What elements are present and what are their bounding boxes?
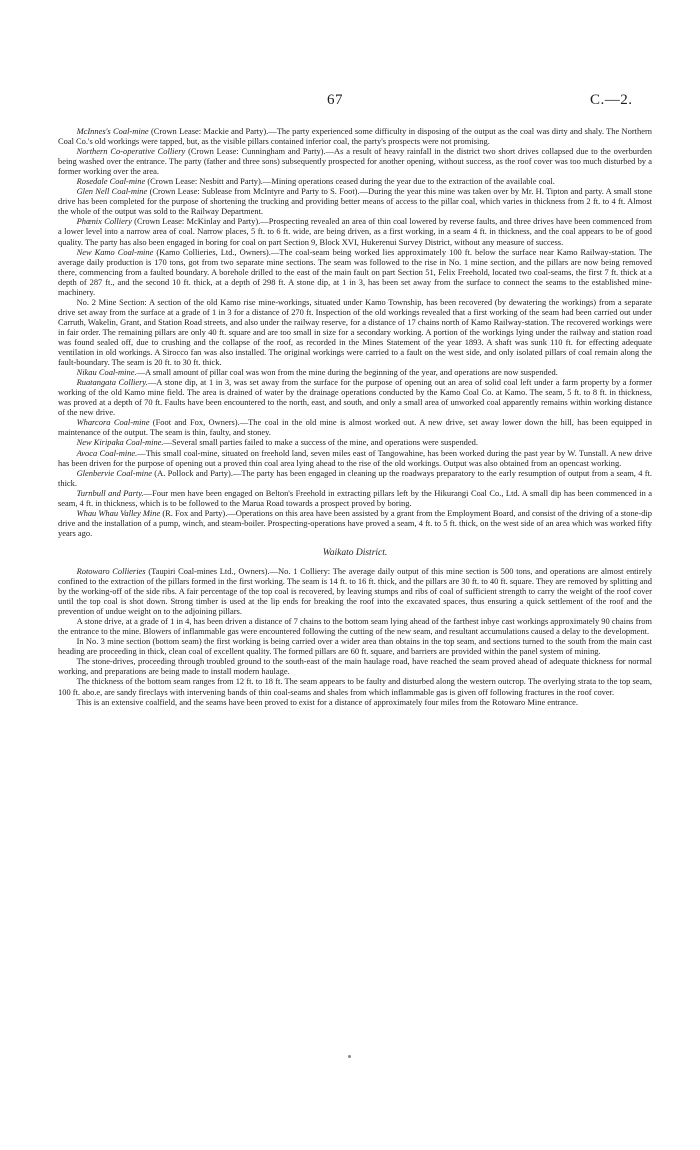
paragraph-text: (Taupiri Coal-mines Ltd., Owners).—No. 1 Colliery: The average daily output of this mine section is 500 tons, and operations are almost entirely confined to the extraction of the pillars formed in the first working. The seam is 14 ft. to 16 ft. thick, and the pillars are 30 ft. to 40 ft. square. They are removed by splitting and by the working-off of the side ribs. A fair percentage of the top coal is recovered, by leaving stumps and ribs of coal of sufficient strength to carry the weight of the roof cover until the top coal is shot down. Strong timber is used at the lip ends for breaking the roof into the excavated spaces, thus ensuring a quick settlement of the roof and the prevention of undue weight on to the adjoining pillars.	[58, 565, 652, 617]
northern-district-section	[58, 126, 652, 538]
paragraph	[58, 417, 652, 437]
paragraph-lead: Rotowaro Collieries	[76, 565, 146, 576]
paragraph-lead: New Kiripaka Coal-mine.	[76, 437, 164, 448]
paragraph-lead: Avoca Coal-mine.	[76, 447, 138, 458]
paragraph-lead: New Kamo Coal-mine	[76, 246, 154, 257]
paragraph-text: (Foot and Fox, Owners).—The coal in the old mine is almost worked out. A new drive, set away lower down the hill, has been equipped in maintenance of the output. The seam is thin, faulty, and stoney.	[58, 417, 652, 438]
paragraph-text: (A. Pollock and Party).—The party has been engaged in cleaning up the roadways preparatory to the early resumption of output from a seam, 4 ft. thick.	[58, 467, 652, 488]
paragraph	[58, 508, 652, 538]
paragraph	[58, 216, 652, 246]
paragraph	[58, 566, 652, 616]
paragraph-text: This is an extensive coalfield, and the seams have been proved to exist for a distance of approximately four miles from the Rotowaro Mine entrance.	[76, 696, 578, 707]
paragraph-text: No. 2 Mine Section: A section of the old Kamo rise mine-workings, situated under Kamo Township, has been recovered (by dewatering the workings) from a separate drive set away from the surface at a grade of 1 in 3 for a distance of 270 ft. Inspection of the old workings revealed that a first working of the seam had been carried out under Carruth, Wakelin, Grant, and Station Road streets, and also under the railway reserve, for a distance of 17 chains north of Kamo Railway-station. The recovered workings were in fair order. The remaining pillars are only 40 ft. square and are too small in size for a secondary working. A portion of the workings lying under the railway and station road was found sealed off, due to crushing and the collapse of the roof, as recorded in the Mines Statement of the year 1893. A shaft was sunk 110 ft. for effecting adequate ventilation in old workings. A Sirocco fan was also installed. The original workings were carried to a fault on the west side, and only isolated pillars of coal remain along the fault-boundary. The seam is 20 ft. to 30 ft. thick.	[58, 296, 652, 368]
paragraph-text: —Several small parties failed to make a success of the mine, and operations were suspended.	[163, 437, 478, 448]
paragraph	[58, 367, 652, 377]
page-header	[0, 92, 700, 112]
paragraph-lead: Whau Whau Valley Mine	[76, 507, 161, 518]
waikato-district-section	[58, 566, 652, 707]
paragraph-text: —Four men have been engaged on Belton's Freehold in extracting pillars left by the Hikurangi Coal Co., Ltd. A small dip has been commenced in a seam, 4 ft. in thickness, which is to be followed to the Marua Road towards a prospect proved by boring.	[58, 487, 653, 508]
paragraph	[58, 636, 652, 656]
paragraph	[58, 247, 652, 297]
paragraph-text: The thickness of the bottom seam ranges from 12 ft. to 18 ft. The seam appears to be faulty and disturbed along the western outcrop. The overlying strata to the top seam, 100 ft. abo.e, are sandy fireclays with intervening bands of thin coal-seams and shales from which inflammable gas is given off following fractures in the roof cover.	[58, 676, 652, 697]
paragraph-text: —A small amount of pillar coal was won from the mine during the beginning of the year, and operations are now suspended.	[136, 367, 558, 378]
paragraph	[58, 656, 652, 676]
paragraph	[58, 697, 652, 707]
footer-dot	[348, 1055, 351, 1058]
paragraph	[58, 176, 652, 186]
paragraph-lead: Turnbull and Party.	[76, 487, 144, 498]
paragraph-lead: Nikau Coal-mine.	[76, 367, 137, 378]
paragraph	[58, 437, 652, 447]
paragraph	[58, 377, 652, 417]
page-number: 67	[327, 92, 343, 108]
paragraph-text: (Crown Lease: Sublease from McIntyre and Party to S. Foot).—During the year this mine was taken over by Mr. H. Tipton and party. A small stone drive has been completed for the purpose of shortening the trucking and providing better means of access to the pillar coal, which varies in thickness from 2 ft. to 4 ft. Almost the whole of the output was sold to the Railway Department.	[58, 186, 652, 217]
paragraph-lead: Rosedale Coal-mine	[76, 176, 146, 187]
document-body	[58, 126, 652, 707]
paragraph-text: (Crown Lease: McKinlay and Party).—Prospecting revealed an area of thin coal lowered by reverse faults, and three drives have been commenced from a lower level into a narrow area of coal. Narrow places, 5 ft. to 6 ft. wide, are being driven, as a first working, in a seam 4 ft. in thickness, and the coal appears to be of good quality. The party has also been engaged in boring for coal on part Section 9, Block XVI, Hukerenui Survey District, without any measure of success.	[58, 216, 652, 247]
document-reference: C.—2.	[590, 92, 633, 108]
section-heading-waikato: Waikato District.	[322, 547, 388, 558]
paragraph-lead: Northern Co-operative Colliery	[76, 146, 186, 157]
paragraph-text: (Crown Lease: Mackie and Party).—The party experienced some difficulty in disposing of the output as the coal was dirty and shaly. The Northern Coal Co.'s old workings were tapped, but, as the visible pillars contained inferior coal, the party's prospects were not promising.	[58, 126, 652, 147]
paragraph	[58, 126, 652, 146]
paragraph	[58, 448, 652, 468]
paragraph-text: (Kamo Collieries, Ltd., Owners).—The coal-seam being worked lies approximately 100 ft. below the surface near Kamo Railway-station. The average daily production is 170 tons, got from two separate mine sections. The seam was followed to the rise in No. 1 mine section, and the pillars are now being removed there, commencing from a faulted boundary. A borehole drilled to the east of the main fault on part Section 51, Felix Freehold, located two coal-seams, the first 7 ft. thick at a depth of 287 ft., and the second 10 ft. thick, at a depth of 298 ft. A stone dip, at 1 in 3, has been set away from the surface to connect the seams to the established mine-machinery.	[58, 246, 653, 297]
paragraph-text: —This small coal-mine, situated on freehold land, seven miles east of Tangowahine, has been worked during the past year by W. Tunstall. A new drive has been driven for the purpose of opening out a proved thin coal area lying ahead to the rise of the old workings. Output was also obtained from an opencast working.	[58, 447, 652, 468]
paragraph	[58, 146, 652, 176]
paragraph-text: (Crown Lease: Cunningham and Party).—As a result of heavy rainfall in the district two short drives collapsed due to the overburden being washed over the entrance. The party (father and three sons) subsequently prospected for another opening, without success, as the roof cover was too much disturbed by a former working over the area.	[58, 146, 652, 177]
paragraph-text: (Crown Lease: Nesbitt and Party).—Mining operations ceased during the year due to the extraction of the available coal.	[145, 176, 555, 187]
paragraph	[58, 186, 652, 216]
paragraph-lead: McInnes's Coal-mine	[76, 126, 149, 136]
paragraph-lead: Glen Nell Coal-mine	[76, 186, 148, 197]
paragraph-text: A stone drive, at a grade of 1 in 4, has been driven a distance of 7 chains to the bottom seam lying ahead of the farthest inbye cast workings approximately 90 chains from the entrance to the mine. Blowers of inflammable gas were encountered following the cutting of the new seam, and resultant accumulations caused a delay to the development.	[58, 616, 652, 637]
paragraph-lead: Glenbervie Coal-mine	[76, 467, 152, 478]
paragraph-text: —A stone dip, at 1 in 3, was set away from the surface for the purpose of opening out an area of solid coal left under a farm property by a former working of the old Kamo mine field. The area is drained of water by the drainage operations conducted by the Kamo Coal Co. at Kamo. The seam, 5 ft. to 8 ft. in thickness, was proved at a depth of 70 ft. Faults have been encountered to the north, east, and south, and only a small area of unworked coal apparently remains within working distance of the new drive.	[58, 377, 653, 418]
paragraph-text: In No. 3 mine section (bottom seam) the first working is being carried over a wider area than obtains in the top seam, and sections turned to the south from the main cast heading are proceeding in thick, clean coal of excellent quality. The formed pillars are 60 ft. square, and barriers are provided within the panel system of mining.	[58, 636, 652, 657]
paragraph-lead: Wharcora Coal-mine	[76, 417, 150, 428]
paragraph-text: (R. Fox and Party).—Operations on this area have been assisted by a grant from the Employment Board, and consist of the driving of a stone-dip drive and the installation of a pump, winch, and steam-boiler. Prospecting-operations have proved a seam, 4 ft. to 5 ft. thick, on the west side of an area which was worked fifty years ago.	[58, 507, 652, 538]
paragraph	[58, 616, 652, 636]
paragraph	[58, 297, 652, 367]
paragraph-text: The stone-drives, proceeding through troubled ground to the south-east of the main haulage road, have reached the seam proved ahead of adequate thickness for normal working, and preparations are being made to install modern haulage.	[58, 656, 652, 677]
paragraph	[58, 468, 652, 488]
paragraph	[58, 488, 652, 508]
paragraph	[58, 676, 652, 696]
paragraph-lead: Phœnix Colliery	[76, 216, 132, 227]
paragraph-lead: Ruatangata Colliery.	[76, 377, 148, 388]
